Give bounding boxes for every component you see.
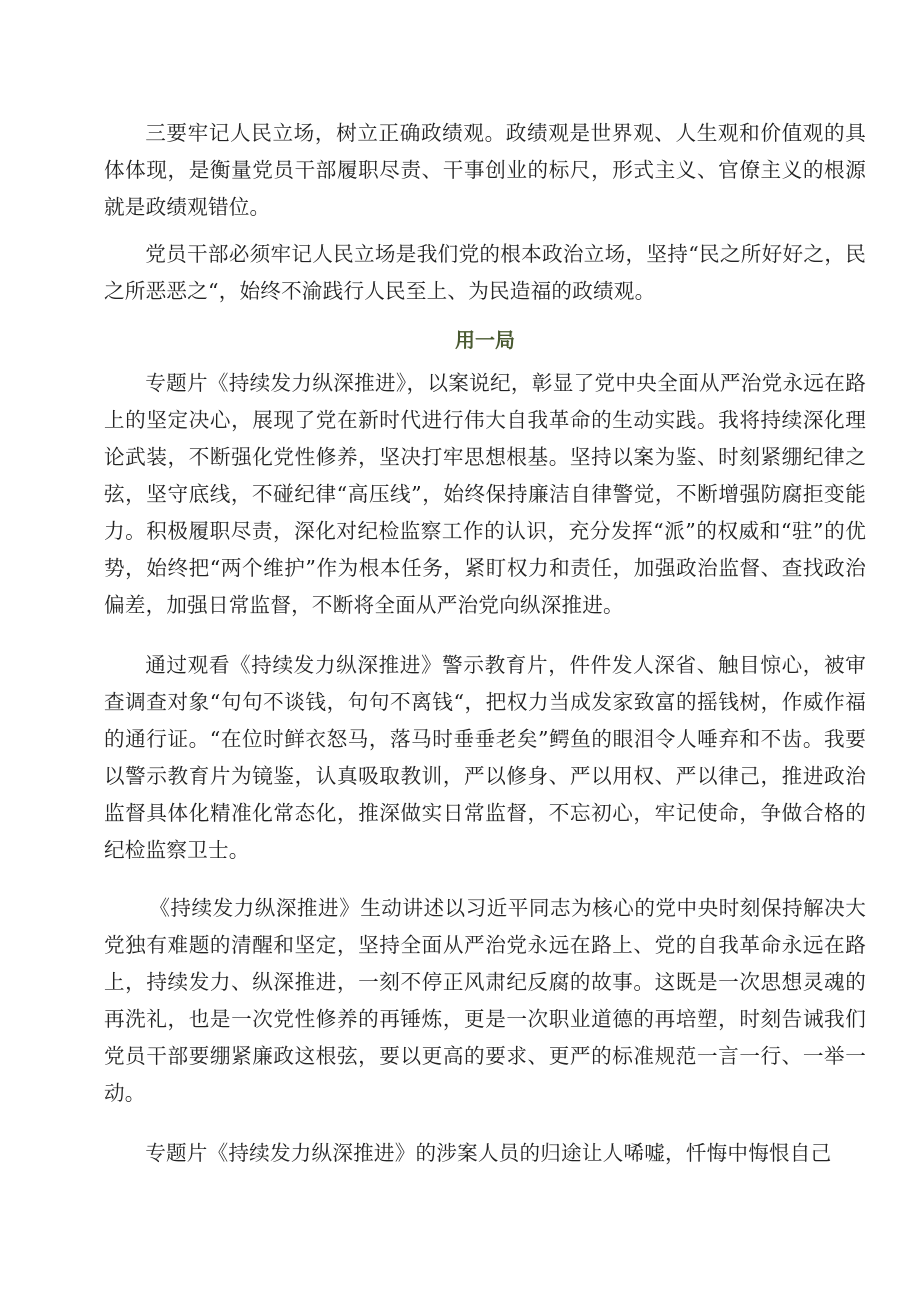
paragraph-party-self-revolution: 《持续发力纵深推进》生动讲述以习近平同志为核心的党中央时刻保持解决大党独有难题的清醒和坚定，坚持全面从严治党永远在路上、党的自我革命永远在路上，持续发力、纵深推进，一刻不停正风肃纪反腐的故事。这既是一次思想灵魂的再洗礼，也是一次党性修养的再锤炼，更是一次职业道德的再培塑，时刻告诫我们党员干部要绷紧廉政这根弦，要以更高的要求、更严的标准规范一言一行、一举一动。 — [104, 896, 866, 1105]
paragraph-political-achievement: 三要牢记人民立场，树立正确政绩观。政绩观是世界观、人生观和价值观的具体体现，是衡量党员干部履职尽责、干事创业的标尺，形式主义、官僚主义的根源就是政绩观错位。 — [104, 121, 866, 219]
paragraph-warning-education: 通过观看《持续发力纵深推进》警示教育片，件件发人深省、触目惊心，被审查调查对象“句句不谈钱，句句不离钱“，把权力当成发家致富的摇钱树，作威作福的通行证。“在位时鲜衣怒马，落马时垂垂老矣”鳄鱼的眼泪令人唾弃和不齿。我要以警示教育片为镜鉴，认真吸取教训，严以修身、严以用权、严以律己，推进政治监督具体化精准化常态化，推深做实日常监督，不忘初心，牢记使命，争做合格的纪检监察卫士。 — [104, 653, 866, 862]
paragraph-case-reflection: 专题片《持续发力纵深推进》的涉案人员的归途让人唏嘘，忏悔中悔恨自己 — [145, 1141, 832, 1165]
section-heading: 用一局 — [455, 328, 515, 352]
paragraph-documentary-commitment: 专题片《持续发力纵深推进》，以案说纪，彰显了党中央全面从严治党永远在路上的坚定决心，展现了党在新时代进行伟大自我革命的生动实践。我将持续深化理论武装，不断强化党性修养，坚决打牢思想根基。坚持以案为鉴、时刻紧绷纪律之弦，坚守底线，不碰纪律“高压线”，始终保持廉洁自律警觉，不断增强防腐拒变能力。积极履职尽责，深化对纪检监察工作的认识，充分发挥“派”的权威和“驻”的优势，始终把“两个维护”作为根本任务，紧盯权力和责任，加强政治监督、查找政治偏差，加强日常监督，不断将全面从严治党向纵深推进。 — [104, 371, 866, 617]
paragraph-people-stance: 党员干部必须牢记人民立场是我们党的根本政治立场，坚持“民之所好好之，民之所恶恶之“，始终不渝践行人民至上、为民造福的政绩观。 — [104, 242, 866, 303]
